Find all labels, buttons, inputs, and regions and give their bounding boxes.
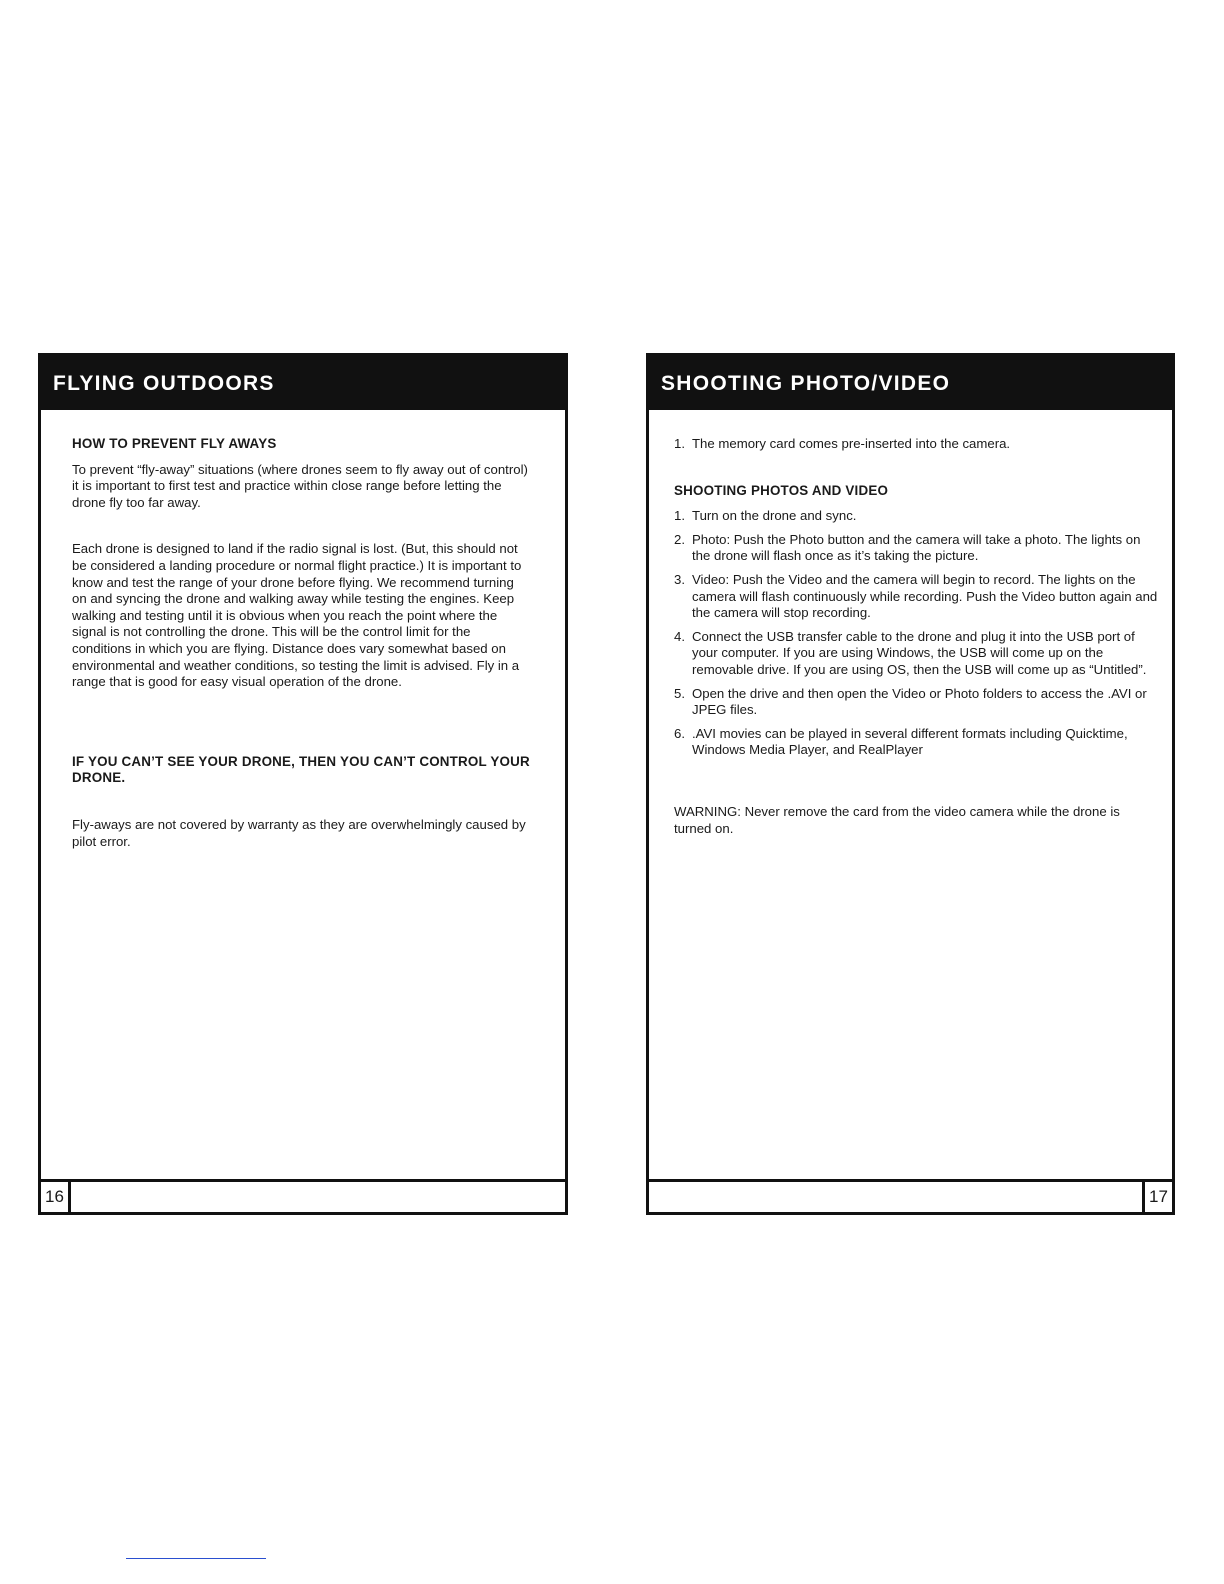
step-text: Turn on the drone and sync. <box>692 508 857 524</box>
step-text: Photo: Push the Photo button and the camera will take a photo. The lights on the drone will flash once as it’s taking the picture. <box>692 531 1141 564</box>
list-item <box>674 686 1159 719</box>
step-text: Open the drive and then open the Video or Photo folders to access the .AVI or JPEG files. <box>692 685 1147 718</box>
list-item <box>674 436 1159 453</box>
list-item <box>674 532 1159 565</box>
emphasis-statement: IF YOU CAN’T SEE YOUR DRONE, THEN YOU CAN’T CONTROL YOUR DRONE. <box>72 753 530 786</box>
page-header <box>649 356 1172 410</box>
bottom-rule <box>126 1558 266 1559</box>
warning-note: WARNING: Never remove the card from the video camera while the drone is turned on. <box>674 803 1120 836</box>
step-number: 5. <box>674 685 685 701</box>
step-text: Video: Push the Video and the camera will begin to record. The lights on the camera will flash continuously while recording. Push the Video button again and the camera will stop recording. <box>692 571 1158 621</box>
page-footer <box>649 1179 1172 1212</box>
page-title: SHOOTING PHOTO/VIDEO <box>661 372 951 395</box>
step-number: 6. <box>674 725 685 741</box>
step-text: .AVI movies can be played in several different formats including Quicktime, Windows Media Player, and RealPlayer <box>692 725 1128 758</box>
step-number: 4. <box>674 628 685 644</box>
step-number: 3. <box>674 571 685 587</box>
page-content <box>72 436 532 850</box>
step-number: 1. <box>674 436 685 451</box>
step-number: 1. <box>674 508 685 524</box>
intro-paragraph: To prevent “fly-away” situations (where drones seem to fly away out of control) it is important to first test and practice within close range before letting the drone fly too far away. <box>72 461 528 510</box>
page-17 <box>646 353 1175 1215</box>
list-item <box>674 726 1159 759</box>
list-item <box>674 508 1159 525</box>
list-item <box>674 572 1159 622</box>
section-heading: HOW TO PREVENT FLY AWAYS <box>72 436 277 451</box>
section-heading: SHOOTING PHOTOS AND VIDEO <box>674 482 889 498</box>
page-content <box>674 436 1159 837</box>
page-title: FLYING OUTDOORS <box>53 372 275 395</box>
list-item <box>674 629 1159 679</box>
step-text: The memory card comes pre-inserted into the camera. <box>692 436 1011 451</box>
page-footer <box>41 1179 565 1212</box>
step-number: 2. <box>674 531 685 547</box>
steps-list <box>674 508 1159 759</box>
page-16 <box>38 353 568 1215</box>
page-number: 17 <box>1142 1182 1172 1212</box>
warranty-note: Fly-aways are not covered by warranty as they are overwhelmingly caused by pilot error. <box>72 816 526 849</box>
page-number: 16 <box>41 1182 71 1212</box>
body-paragraph: Each drone is designed to land if the radio signal is lost. (But, this should not be considered a landing procedure or normal flight practice.) It is important to know and test the range of your drone before flying. We recommend turning on and syncing the drone and walking away while testing the engines. Keep walking and testing until it is obvious when you reach the point where the signal is not controlling the drone. This will be the control limit for the conditions in which you are flying. Distance does vary somewhat based on environmental and weather conditions, so testing the limit is advised. Fly in a range that is good for easy visual operation of the drone. <box>72 541 522 690</box>
step-text: Connect the USB transfer cable to the drone and plug it into the USB port of your computer. If you are using Windows, the USB will come up on the removable drive. If you are using OS, then the USB will come up as “Untitled”. <box>692 628 1147 677</box>
page-header <box>41 356 565 410</box>
